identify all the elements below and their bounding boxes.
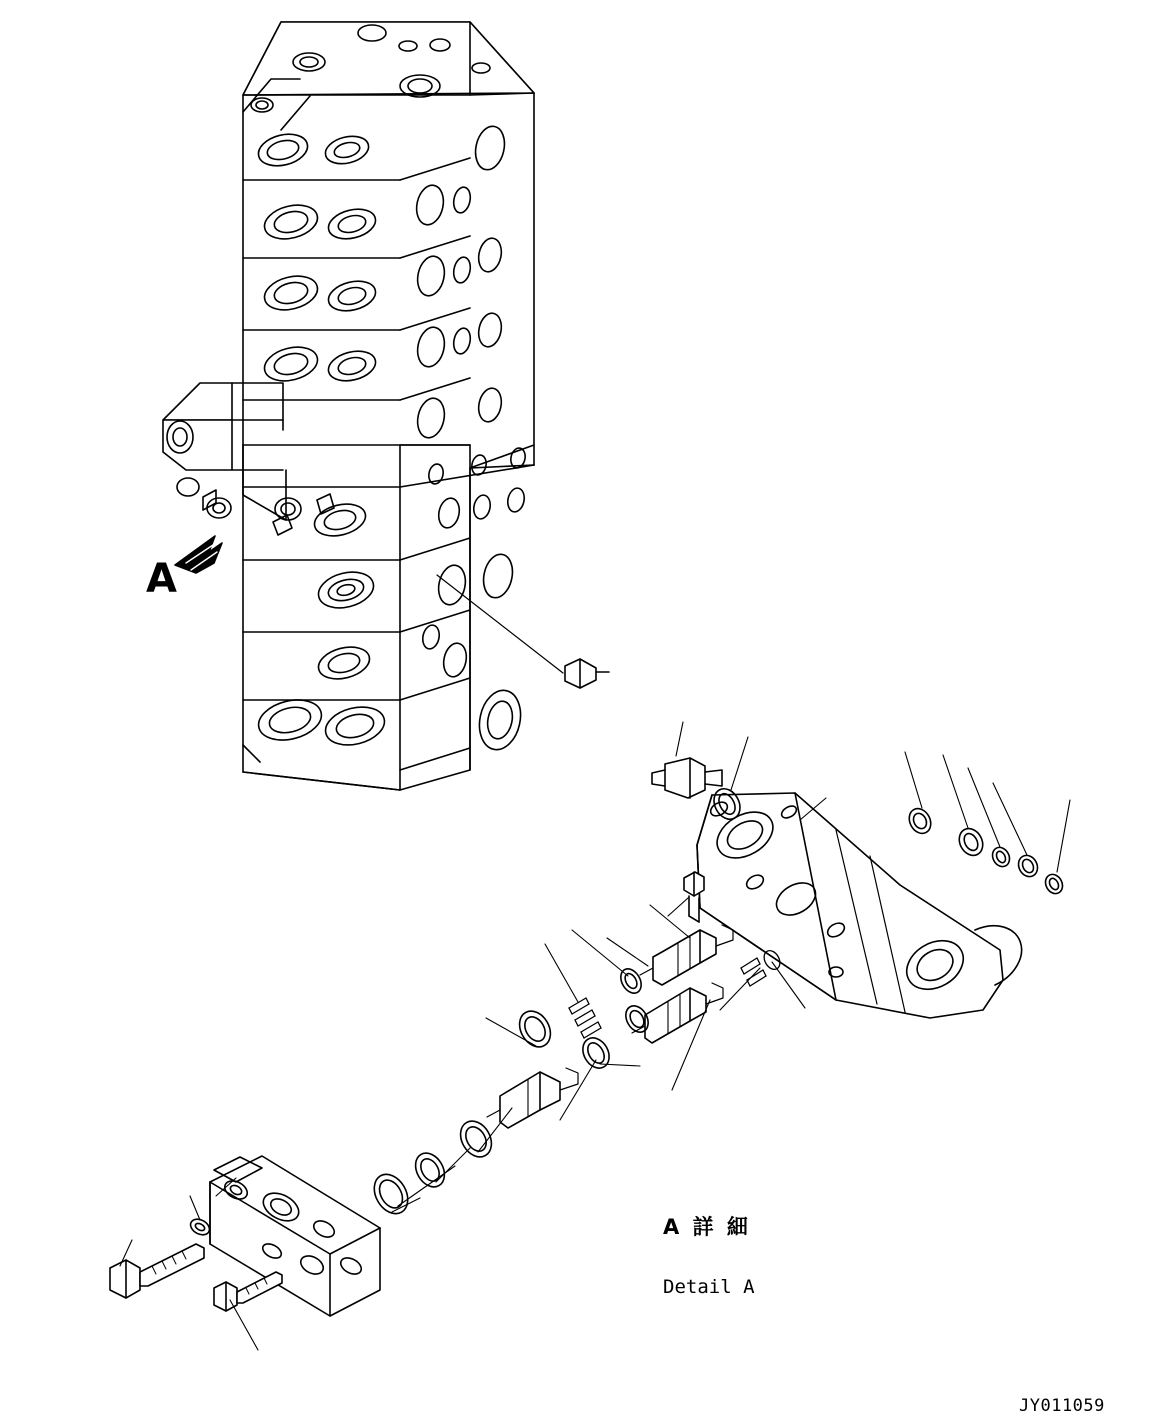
spring-1 (569, 998, 601, 1038)
view-arrow-label: A (146, 556, 177, 602)
view-direction-arrow-a (175, 536, 222, 573)
drawing-number: JY011059 (1019, 1396, 1105, 1416)
o-ring-group-lower (368, 1116, 498, 1220)
relief-valve-cartridge-1 (640, 925, 733, 985)
bolt-2 (214, 1272, 282, 1311)
bolt-1 (110, 1244, 204, 1298)
main-valve-stack (163, 22, 534, 790)
leader-lines-parts (392, 898, 805, 1212)
detail-a-caption-jp: A 詳 細 (663, 1214, 751, 1239)
detail-a-caption (663, 1180, 755, 1334)
relief-valve-cartridge-3 (487, 1068, 578, 1128)
detail-a-caption-en: Detail A (663, 1276, 755, 1299)
detail-a-valve-body (697, 793, 1022, 1018)
plug-fitting-upper (652, 758, 722, 798)
